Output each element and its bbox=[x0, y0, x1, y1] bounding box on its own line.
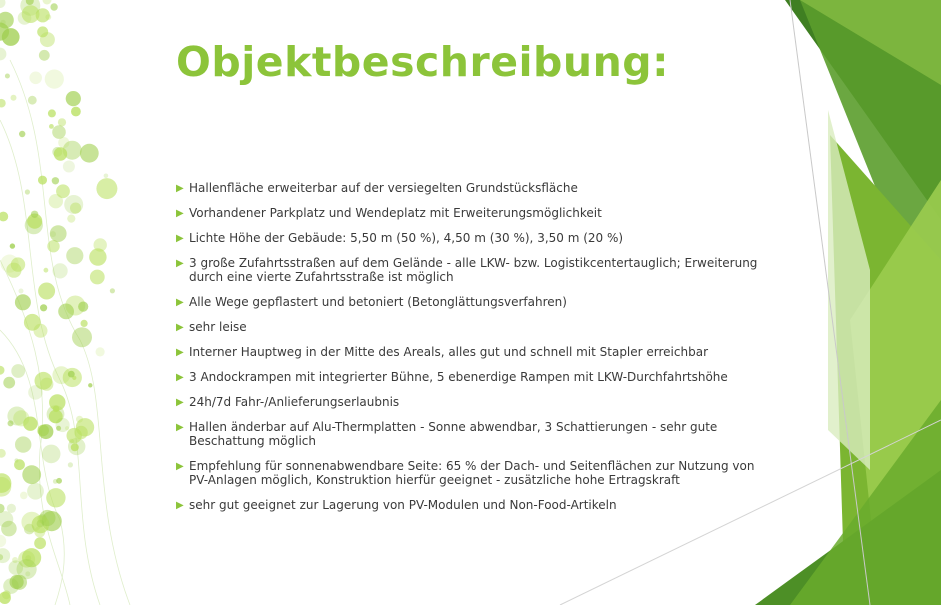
triangle-right-icon: ▶ bbox=[176, 258, 184, 269]
list-item bbox=[176, 459, 776, 487]
list-item-text: Hallenfläche erweiterbar auf der versiegelten Grundstücksfläche bbox=[189, 181, 578, 195]
list-item bbox=[176, 395, 776, 409]
list-item-text: sehr gut geeignet zur Lagerung von PV-Modulen und Non-Food-Artikeln bbox=[189, 498, 617, 512]
triangle-right-icon: ▶ bbox=[176, 397, 184, 408]
list-item-text: Vorhandener Parkplatz und Wendeplatz mit Erweiterungsmöglichkeit bbox=[189, 206, 602, 220]
list-item bbox=[176, 420, 776, 448]
triangle-right-icon: ▶ bbox=[176, 500, 184, 511]
list-item bbox=[176, 320, 776, 334]
list-item bbox=[176, 181, 776, 195]
triangle-right-icon: ▶ bbox=[176, 208, 184, 219]
triangle-right-icon: ▶ bbox=[176, 233, 184, 244]
list-item-text: Hallen änderbar auf Alu-Thermplatten - Sonne abwendbar, 3 Schattierungen - sehr gute Beschattung möglich bbox=[189, 420, 718, 448]
bullet-list bbox=[176, 181, 776, 523]
list-item bbox=[176, 206, 776, 220]
slide-title: Objektbeschreibung: bbox=[176, 38, 670, 86]
list-item-text: Lichte Höhe der Gebäude: 5,50 m (50 %), 4,50 m (30 %), 3,50 m (20 %) bbox=[189, 231, 624, 245]
triangle-right-icon: ▶ bbox=[176, 347, 184, 358]
list-item bbox=[176, 370, 776, 384]
list-item-text: 3 große Zufahrtsstraßen auf dem Gelände - alle LKW- bzw. Logistikcentertauglich; Erweiterung durch eine vierte Zufahrtsstraße ist möglich bbox=[189, 256, 758, 284]
triangle-right-icon: ▶ bbox=[176, 322, 184, 333]
list-item-text: 3 Andockrampen mit integrierter Bühne, 5 ebenerdige Rampen mit LKW-Durchfahrtshöhe bbox=[189, 370, 728, 384]
list-item bbox=[176, 256, 776, 284]
list-item-text: sehr leise bbox=[189, 320, 247, 334]
triangle-right-icon: ▶ bbox=[176, 183, 184, 194]
list-item-text: Empfehlung für sonnenabwendbare Seite: 65 % der Dach- und Seitenflächen zur Nutzung von PV-Anlagen möglich, Konstruktion hierfür geeignet - zusätzliche hohe Ertragskraft bbox=[189, 459, 755, 487]
triangle-right-icon: ▶ bbox=[176, 422, 184, 433]
list-item bbox=[176, 498, 776, 512]
list-item-text: Interner Hauptweg in der Mitte des Areals, alles gut und schnell mit Stapler erreichbar bbox=[189, 345, 708, 359]
list-item-text: Alle Wege gepflastert und betoniert (Betonglättungsverfahren) bbox=[189, 295, 567, 309]
triangle-right-icon: ▶ bbox=[176, 297, 184, 308]
list-item bbox=[176, 231, 776, 245]
triangle-right-icon: ▶ bbox=[176, 461, 184, 472]
triangle-right-icon: ▶ bbox=[176, 372, 184, 383]
list-item bbox=[176, 295, 776, 309]
list-item-text: 24h/7d Fahr-/Anlieferungserlaubnis bbox=[189, 395, 400, 409]
list-item bbox=[176, 345, 776, 359]
